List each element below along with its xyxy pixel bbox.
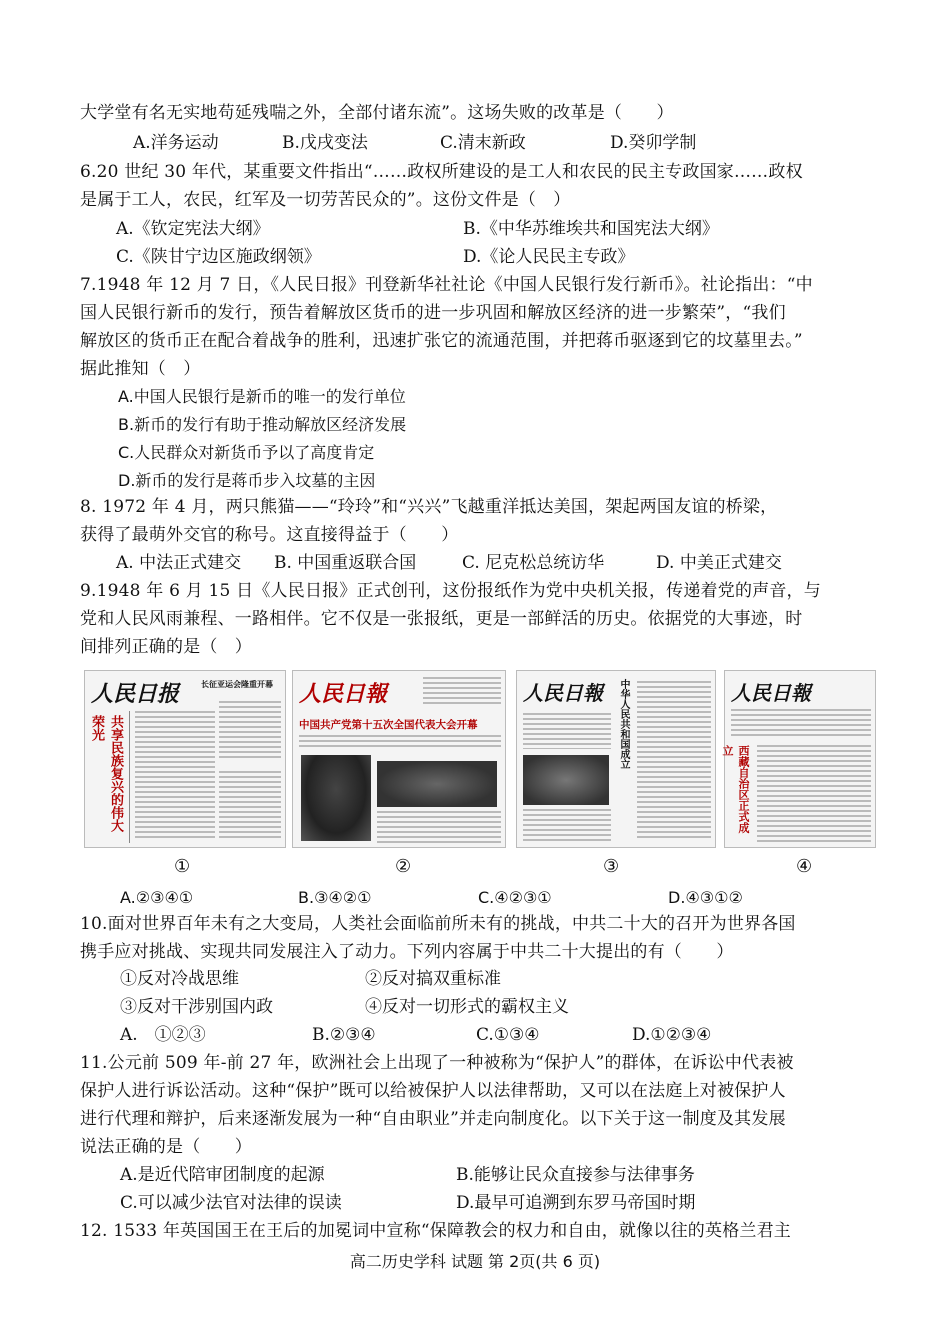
newspaper-3-masthead: 人民日報 xyxy=(523,681,603,705)
q6-stem-1: 6.20 世纪 30 年代，某重要文件指出“……政权所建设的是工人和农民的民主专政国家……政权 xyxy=(80,162,803,182)
q9-option-d: D.④③①② xyxy=(668,888,743,907)
newspaper-4 xyxy=(721,670,876,848)
q10-option-d: D.①②③④ xyxy=(632,1025,712,1045)
newspaper-1-masthead: 人民日报 xyxy=(91,681,180,707)
q6-option-d: D.《论人民民主专政》 xyxy=(463,247,635,267)
q7-option-a: A.中国人民银行是新币的唯一的发行单位 xyxy=(118,387,406,406)
q7-stem-4: 据此推知（ ） xyxy=(80,359,201,379)
q6-option-b: B.《中华苏维埃共和国宪法大纲》 xyxy=(463,219,719,239)
image-label-4: ④ xyxy=(796,856,813,877)
q10-item-4: ④反对一切形式的霸权主义 xyxy=(365,997,569,1017)
q11-stem-3: 进行代理和辩护，后来逐渐发展为一种“自由职业”并走向制度化。以下关于这一制度及其发展 xyxy=(80,1109,786,1129)
q12-stem-1: 12. 1533 年英国国王在王后的加冕词中宣称“保障教会的权力和自由，就像以往的英格兰君主 xyxy=(80,1221,791,1241)
q7-stem-1: 7.1948 年 12 月 7 日，《人民日报》刊登新华社社论《中国人民银行发行新币》。社论指出：“中 xyxy=(80,275,813,295)
image-label-1: ① xyxy=(174,856,191,877)
q10-option-c: C.①③④ xyxy=(476,1025,540,1045)
q6-option-a: A.《钦定宪法大纲》 xyxy=(116,219,270,239)
image-label-3: ③ xyxy=(603,856,620,877)
q8-stem-2: 获得了最萌外交官的称号。这直接得益于（ ） xyxy=(80,525,459,545)
q5-option-d: D.癸卯学制 xyxy=(610,133,697,153)
newspaper-images xyxy=(84,670,874,850)
q5-option-c: C.清末新政 xyxy=(440,133,526,153)
q11-stem-1: 11.公元前 509 年-前 27 年，欧洲社会上出现了一种被称为“保护人”的群体，在诉讼中代表被 xyxy=(80,1053,794,1073)
q8-option-d: D. 中美正式建交 xyxy=(656,553,782,573)
newspaper-1 xyxy=(84,670,286,848)
q6-stem-2: 是属于工人，农民，红军及一切劳苦民众的”。这份文件是（ ） xyxy=(80,190,571,210)
newspaper-1-headline: 共享民族复兴的伟大荣光 xyxy=(89,715,123,832)
q10-stem-1: 10.面对世界百年未有之大变局，人类社会面临前所未有的挑战，中共二十大的召开为世界各国 xyxy=(80,914,796,934)
q10-item-3: ③反对干涉别国内政 xyxy=(120,997,273,1017)
q8-stem-1: 8. 1972 年 4 月，两只熊猫——“玲玲”和“兴兴”飞越重洋抵达美国，架起两国友谊的桥梁， xyxy=(80,497,778,517)
q7-stem-2: 国人民银行新币的发行，预告着解放区货币的进一步巩固和解放区经济的进一步繁荣”，“我们 xyxy=(80,303,786,323)
newspaper-2 xyxy=(292,670,506,848)
q5-option-a: A.洋务运动 xyxy=(133,133,219,153)
q10-option-b: B.②③④ xyxy=(312,1025,376,1045)
q10-item-2: ②反对搞双重标准 xyxy=(365,969,501,989)
q9-stem-2: 党和人民风雨兼程、一路相伴。它不仅是一张报纸，更是一部鲜活的历史。依据党的大事迹，时 xyxy=(80,609,803,629)
q11-option-d: D.最早可追溯到东罗马帝国时期 xyxy=(456,1193,696,1213)
q5-stem: 大学堂有名无实地苟延残喘之外，全部付诸东流”。这场失败的改革是（ ） xyxy=(80,103,674,123)
newspaper-3 xyxy=(516,670,716,848)
newspaper-2-headline: 中国共产党第十五次全国代表大会开幕 xyxy=(299,719,478,731)
page-footer: 高二历史学科 试题 第 2页(共 6 页) xyxy=(349,1252,601,1271)
q10-option-a: A. ①②③ xyxy=(120,1025,206,1045)
q7-option-b: B.新币的发行有助于推动解放区经济发展 xyxy=(118,415,407,434)
q8-option-b: B. 中国重返联合国 xyxy=(274,553,417,573)
newspaper-2-masthead: 人民日報 xyxy=(299,681,388,707)
q9-stem-1: 9.1948 年 6 月 15 日《人民日报》正式创刊，这份报纸作为党中央机关报，传递着党的声音，与 xyxy=(80,581,821,601)
q11-option-a: A.是近代陪审团制度的起源 xyxy=(120,1165,325,1185)
q9-stem-3: 间排列正确的是（ ） xyxy=(80,637,252,657)
newspaper-3-headline: 中华人民共和国成立 xyxy=(618,679,629,769)
newspaper-4-masthead: 人民日報 xyxy=(731,681,811,705)
newspaper-1-top-headline: 长征亚运会隆重开幕 xyxy=(201,680,273,689)
q10-stem-2: 携手应对挑战、实现共同发展注入了动力。下列内容属于中共二十大提出的有（ ） xyxy=(80,942,734,962)
q9-option-a: A.②③④① xyxy=(120,888,194,907)
q6-option-c: C.《陕甘宁边区施政纲领》 xyxy=(116,247,321,267)
q10-item-1: ①反对冷战思维 xyxy=(120,969,239,989)
newspaper-4-headline: 西藏自治区正式成立 xyxy=(721,745,750,833)
q7-option-d: D.新币的发行是蒋币步入坟墓的主因 xyxy=(118,471,376,490)
q5-option-b: B.戊戌变法 xyxy=(282,133,368,153)
q11-stem-4: 说法正确的是（ ） xyxy=(80,1137,252,1157)
q11-option-c: C.可以减少法官对法律的误读 xyxy=(120,1193,342,1213)
q8-option-c: C. 尼克松总统访华 xyxy=(462,553,605,573)
q9-option-b: B.③④②① xyxy=(298,888,372,907)
q11-stem-2: 保护人进行诉讼活动。这种“保护”既可以给被保护人以法律帮助，又可以在法庭上对被保护人 xyxy=(80,1081,786,1101)
q9-option-c: C.④②③① xyxy=(478,888,552,907)
q8-option-a: A. 中法正式建交 xyxy=(116,553,242,573)
q7-stem-3: 解放区的货币正在配合着战争的胜利，迅速扩张它的流通范围，并把蒋币驱逐到它的坟墓里去。” xyxy=(80,331,803,351)
image-label-2: ② xyxy=(395,856,412,877)
q11-option-b: B.能够让民众直接参与法律事务 xyxy=(456,1165,695,1185)
q7-option-c: C.人民群众对新货币予以了高度肯定 xyxy=(118,443,375,462)
